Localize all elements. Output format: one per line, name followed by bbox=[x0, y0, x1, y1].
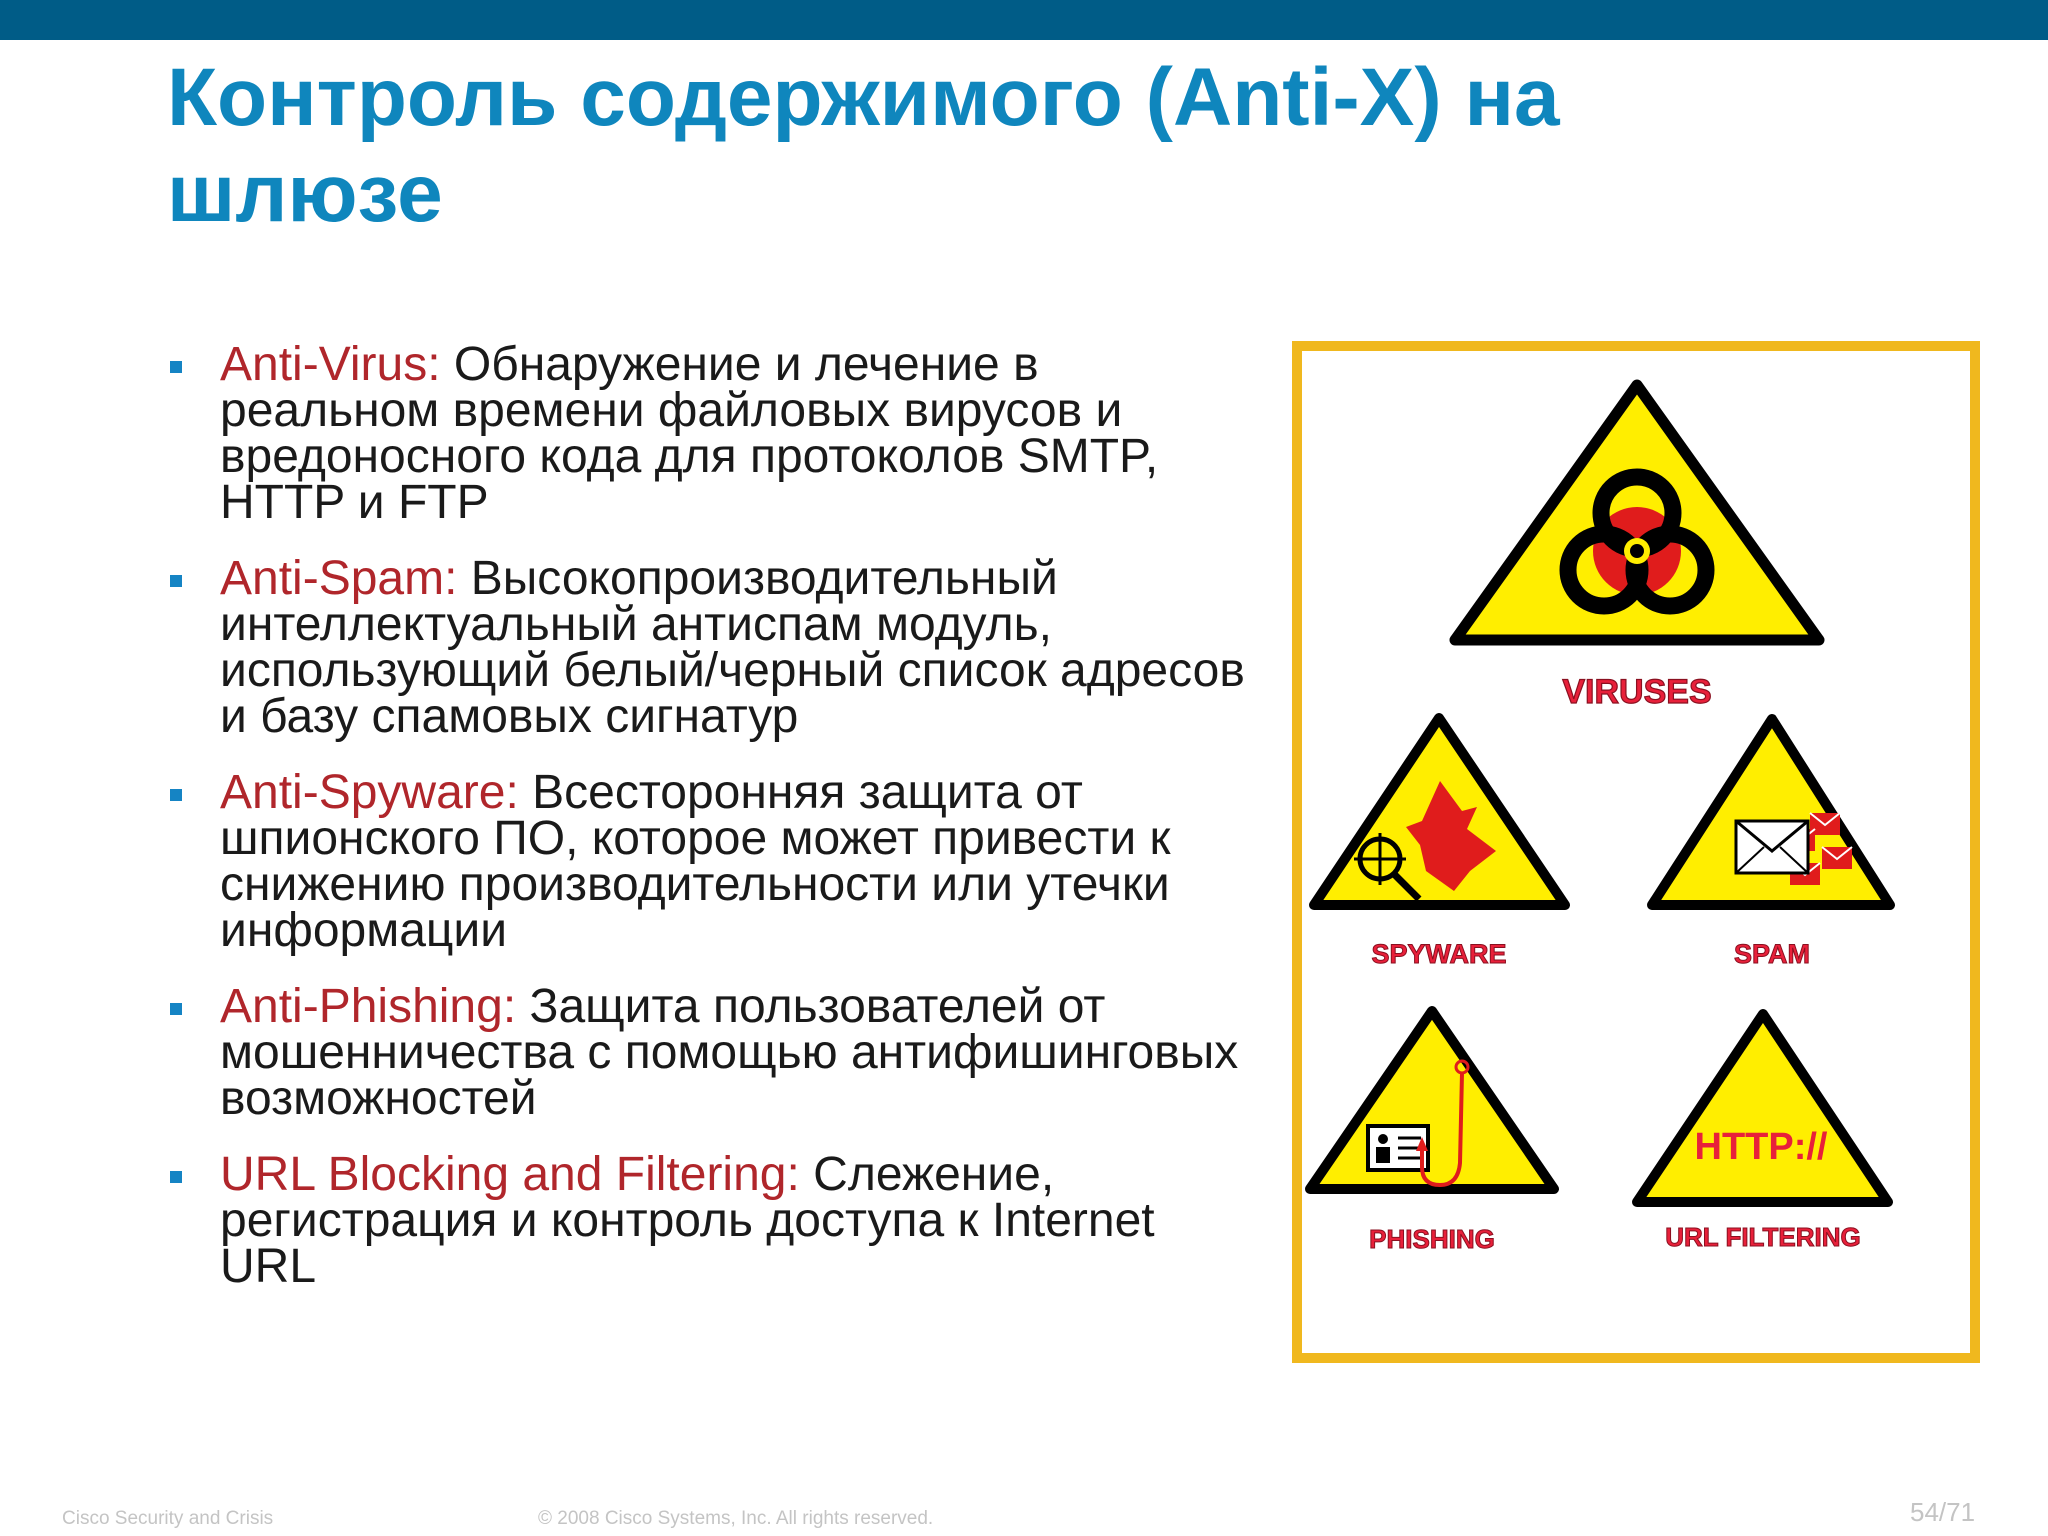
viruses-label: VIRUSES bbox=[1562, 673, 1712, 711]
slide-title: Контроль содержимого (Anti-X) на шлюзе bbox=[167, 52, 1560, 239]
phishing-sign bbox=[1310, 1011, 1554, 1189]
phishing-label: PHISHING bbox=[1369, 1224, 1495, 1254]
bullet-marker bbox=[170, 1171, 182, 1183]
bullet-lead: URL Blocking and Filtering: bbox=[220, 1148, 800, 1201]
footer-left: Cisco Security and Crisis bbox=[62, 1508, 274, 1529]
bullet-text: Обнаружение и лечение в реальном времени файловых вирусов и вредоносного кода для протоколов SMTP, HTTP и FTP bbox=[220, 338, 1159, 529]
bullet-url-filtering bbox=[168, 1148, 1258, 1293]
spam-label: SPAM bbox=[1733, 939, 1811, 969]
top-bar bbox=[0, 0, 2048, 40]
bullet-marker bbox=[170, 575, 182, 587]
threat-signs-illustration bbox=[1292, 341, 1980, 1363]
spam-sign bbox=[1652, 719, 1890, 905]
bullet-anti-spyware bbox=[168, 766, 1258, 957]
bullet-marker bbox=[170, 1003, 182, 1015]
bullet-anti-phishing bbox=[168, 980, 1258, 1125]
bullet-anti-virus bbox=[168, 338, 1258, 529]
bullet-text: Защита пользователей от мошенничества с помощью антифишинговых возможностей bbox=[220, 980, 1239, 1125]
bullet-lead: Anti-Spyware: bbox=[220, 766, 519, 819]
bullet-text: Высокопроизводительный интеллектуальный антиспам модуль, использующий белый/черный список адресов и базу спамовых сигнатур bbox=[220, 552, 1245, 743]
bullet-text: Всесторонняя защита от шпионского ПО, которое может привести к снижению производительности или утечки информации bbox=[220, 766, 1171, 957]
bullet-anti-spam bbox=[168, 552, 1258, 743]
bullet-marker bbox=[170, 789, 182, 801]
spyware-sign bbox=[1314, 718, 1565, 905]
bullet-lead: Anti-Spam: bbox=[220, 552, 458, 605]
footer-copyright: © 2008 Cisco Systems, Inc. All rights reserved. bbox=[538, 1508, 934, 1529]
http-text: HTTP:// bbox=[1694, 1126, 1828, 1168]
url-filtering-sign bbox=[1637, 1014, 1888, 1202]
bullet-text: Слежение, регистрация и контроль доступа к Internet URL bbox=[220, 1148, 1155, 1293]
bullet-list bbox=[168, 338, 1258, 1320]
bullet-marker bbox=[170, 361, 182, 373]
biohazard-sign bbox=[1455, 385, 1819, 640]
page-number: 54/71 bbox=[1910, 1497, 1976, 1527]
bullet-lead: Anti-Virus: bbox=[220, 338, 441, 391]
spyware-label: SPYWARE bbox=[1371, 939, 1507, 969]
url-filtering-label: URL FILTERING bbox=[1665, 1222, 1861, 1252]
bullet-lead: Anti-Phishing: bbox=[220, 980, 517, 1033]
